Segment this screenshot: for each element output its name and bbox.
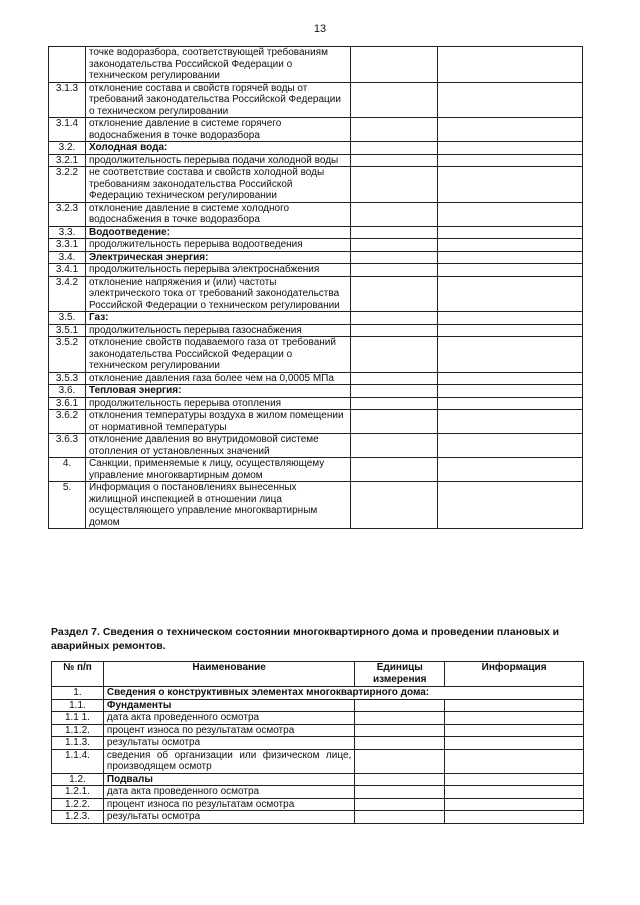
row-number: 3.6.1 [49, 397, 86, 410]
row-number: 1.1.3. [52, 737, 104, 750]
row-units [350, 82, 438, 118]
row-name: отклонение давления газа более чем на 0,0005 МПа [85, 372, 350, 385]
row-units [350, 47, 438, 83]
row-units [350, 385, 438, 398]
table-row [52, 786, 584, 799]
table-row [49, 264, 583, 277]
row-number: 3.2.1 [49, 154, 86, 167]
row-name: отклонение давление в системе холодного водоснабжения в точке водоразбора [85, 202, 350, 226]
row-units [350, 202, 438, 226]
row-name: продолжительность перерыва водоотведения [85, 239, 350, 252]
row-number: 3.5.2 [49, 337, 86, 373]
row-number: 1.2. [52, 773, 104, 786]
table-row [49, 482, 583, 529]
row-info [445, 798, 584, 811]
row-name: результаты осмотра [103, 811, 354, 824]
row-info [438, 397, 583, 410]
table-row [49, 118, 583, 142]
row-units [350, 239, 438, 252]
row-info [445, 737, 584, 750]
row-units [355, 699, 445, 712]
row-info [445, 712, 584, 725]
row-number: 4. [49, 458, 86, 482]
row-number: 3.5. [49, 312, 86, 325]
section-7-title: Раздел 7. Сведения о техническом состоянии многоквартирного дома и проведении плановых и аварийных ремонтов. [51, 626, 560, 652]
header-units: Единицы измерения [355, 662, 445, 687]
row-name: отклонения температуры воздуха в жилом помещении от нормативной температуры [85, 410, 350, 434]
row-units [355, 724, 445, 737]
table-row [52, 749, 584, 773]
row-info [438, 482, 583, 529]
row-number: 1.1.4. [52, 749, 104, 773]
row-info [438, 167, 583, 203]
row-number: 3.4. [49, 251, 86, 264]
row-info [445, 699, 584, 712]
table-row [49, 202, 583, 226]
page-number: 13 [313, 23, 327, 35]
row-name: дата акта проведенного осмотра [103, 712, 354, 725]
row-number: 1.1. [52, 699, 104, 712]
table-row [49, 82, 583, 118]
header-info: Информация [445, 662, 584, 687]
row-name: продолжительность перерыва газоснабжения [85, 324, 350, 337]
table-row [52, 687, 584, 700]
row-name: продолжительность перерыва электроснабжения [85, 264, 350, 277]
row-units [350, 142, 438, 155]
row-units [350, 458, 438, 482]
row-info [438, 154, 583, 167]
table-row [52, 724, 584, 737]
table-row [49, 312, 583, 325]
table-row [49, 226, 583, 239]
row-name: продолжительность перерыва подачи холодной воды [85, 154, 350, 167]
table-row [49, 324, 583, 337]
row-info [438, 264, 583, 277]
row-name: Сведения о конструктивных элементах многоквартирного дома: [103, 687, 583, 700]
table-row [52, 737, 584, 750]
table-row [52, 798, 584, 811]
row-name: отклонение напряжения и (или) частоты электрического тока от требований законодательства Российской Федерации о техническом регулировании [85, 276, 350, 312]
row-info [438, 251, 583, 264]
row-units [350, 410, 438, 434]
row-number: 3.2.2 [49, 167, 86, 203]
table-row [49, 142, 583, 155]
row-name: Информация о постановлениях вынесенных жилищной инспекцией в отношении лица осуществляющего управление многоквартирным домом [85, 482, 350, 529]
row-info [445, 749, 584, 773]
row-info [438, 202, 583, 226]
row-name: Фундаменты [103, 699, 354, 712]
table-row [49, 410, 583, 434]
row-info [438, 458, 583, 482]
table-row [49, 239, 583, 252]
technical-state-table [51, 661, 584, 824]
table-row [49, 372, 583, 385]
row-info [438, 226, 583, 239]
row-info [438, 410, 583, 434]
row-number: 3.3. [49, 226, 86, 239]
row-number: 3.4.2 [49, 276, 86, 312]
table-row [49, 385, 583, 398]
row-info [438, 142, 583, 155]
row-info [438, 372, 583, 385]
row-name: отклонение давление в системе горячего водоснабжения в точке водоразбора [85, 118, 350, 142]
row-number: 1. [52, 687, 104, 700]
table-row [49, 154, 583, 167]
row-number: 5. [49, 482, 86, 529]
row-name: Тепловая энергия: [85, 385, 350, 398]
row-number: 3.2.3 [49, 202, 86, 226]
row-info [438, 276, 583, 312]
services-table [48, 46, 583, 529]
row-units [350, 226, 438, 239]
row-units [350, 276, 438, 312]
row-name: сведения об организации или физическом лице, производящем осмотр [103, 749, 354, 773]
row-info [438, 47, 583, 83]
table-row [52, 699, 584, 712]
row-info [445, 724, 584, 737]
header-number: № п/п [52, 662, 104, 687]
table-row [52, 773, 584, 786]
row-name: продолжительность перерыва отопления [85, 397, 350, 410]
row-number: 1.2.3. [52, 811, 104, 824]
table-header-row [52, 662, 584, 687]
table-row [49, 337, 583, 373]
row-info [438, 82, 583, 118]
row-name: Газ: [85, 312, 350, 325]
row-number: 3.1.4 [49, 118, 86, 142]
row-info [438, 337, 583, 373]
row-number: 1.2.1. [52, 786, 104, 799]
header-name: Наименование [103, 662, 354, 687]
row-name: отклонение состава и свойств горячей воды от требований законодательства Российской Федерации о техническом регулировании [85, 82, 350, 118]
row-number: 3.4.1 [49, 264, 86, 277]
table-row [49, 47, 583, 83]
row-number: 1.2.2. [52, 798, 104, 811]
row-units [350, 264, 438, 277]
row-number: 3.6.2 [49, 410, 86, 434]
row-number: 3.1.3 [49, 82, 86, 118]
row-units [355, 773, 445, 786]
row-name: Санкции, применяемые к лицу, осуществляющему управление многоквартирным домом [85, 458, 350, 482]
row-units [350, 372, 438, 385]
row-number: 3.5.3 [49, 372, 86, 385]
row-units [350, 324, 438, 337]
row-number: 3.6.3 [49, 434, 86, 458]
row-name: отклонение свойств подаваемого газа от требований законодательства Российской Федерации о техническом регулировании [85, 337, 350, 373]
row-number: 1.1.2. [52, 724, 104, 737]
row-units [350, 337, 438, 373]
row-number: 3.5.1 [49, 324, 86, 337]
row-number [49, 47, 86, 83]
row-units [355, 811, 445, 824]
row-units [350, 434, 438, 458]
table-row [49, 276, 583, 312]
row-info [445, 786, 584, 799]
row-name: Подвалы [103, 773, 354, 786]
row-units [350, 482, 438, 529]
row-info [438, 434, 583, 458]
row-name: дата акта проведенного осмотра [103, 786, 354, 799]
table-row [49, 434, 583, 458]
row-number: 3.6. [49, 385, 86, 398]
table-row [52, 811, 584, 824]
row-number: 3.3.1 [49, 239, 86, 252]
row-name: процент износа по результатам осмотра [103, 798, 354, 811]
row-units [350, 251, 438, 264]
row-name: не соответствие состава и свойств холодной воды требованиям законодательства Российской Федерацию техническом регулировании [85, 167, 350, 203]
row-units [350, 397, 438, 410]
row-info [445, 773, 584, 786]
row-units [355, 786, 445, 799]
row-units [355, 712, 445, 725]
table-row [49, 251, 583, 264]
table-row [49, 397, 583, 410]
row-name: результаты осмотра [103, 737, 354, 750]
row-units [355, 798, 445, 811]
row-name: Водоотведение: [85, 226, 350, 239]
row-info [438, 324, 583, 337]
row-name: процент износа по результатам осмотра [103, 724, 354, 737]
row-info [438, 118, 583, 142]
row-name: Холодная вода: [85, 142, 350, 155]
row-name: Электрическая энергия: [85, 251, 350, 264]
row-info [438, 385, 583, 398]
row-info [438, 312, 583, 325]
table-row [52, 712, 584, 725]
row-number: 1.1 1. [52, 712, 104, 725]
row-units [350, 118, 438, 142]
row-name: точке водоразбора, соответствующей требованиям законодательства Российской Федерации о техническом регулировании [85, 47, 350, 83]
row-info [445, 811, 584, 824]
row-info [438, 239, 583, 252]
row-units [355, 737, 445, 750]
row-number: 3.2. [49, 142, 86, 155]
row-units [355, 749, 445, 773]
row-units [350, 167, 438, 203]
row-name: отклонение давления во внутридомовой системе отопления от установленных значений [85, 434, 350, 458]
row-units [350, 154, 438, 167]
table-row [49, 167, 583, 203]
row-units [350, 312, 438, 325]
table-row [49, 458, 583, 482]
